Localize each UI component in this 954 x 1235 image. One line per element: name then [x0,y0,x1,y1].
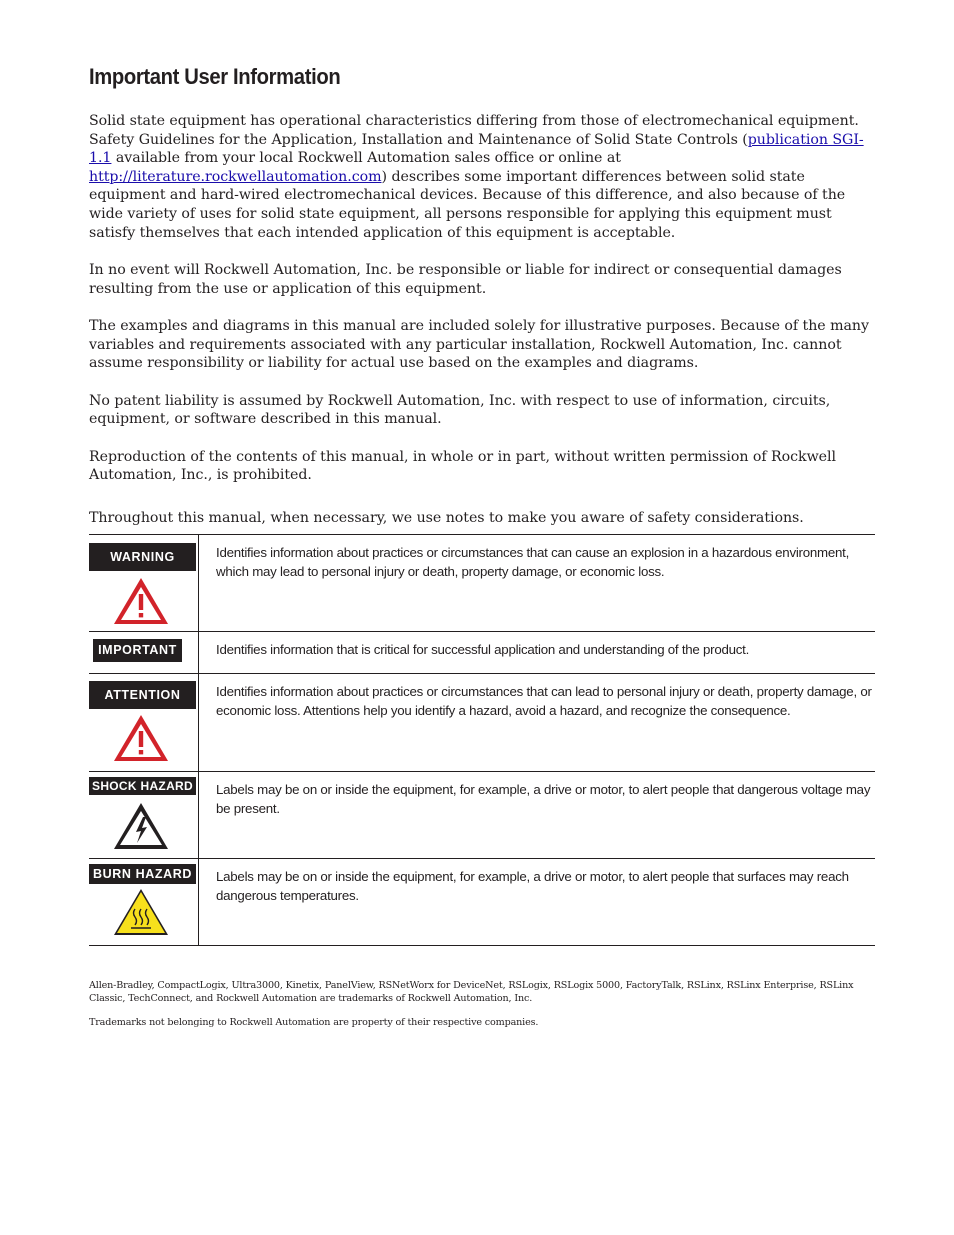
note-text: Labels may be on or inside the equipment, for example, a drive or motor, to alert people that surfaces may reach dangerous temperatures. [216,869,849,903]
intro-paragraph [89,112,875,242]
attention-badge: ATTENTION [89,681,196,709]
examples-paragraph: The examples and diagrams in this manual are included solely for illustrative purposes. Because of the many variables and requirements associated with any particular installation, Rockwell Automation, Inc. cannot assume responsibility or liability for actual use based on the examples and diagrams. [89,317,869,372]
shock-hazard-icon [112,800,170,852]
intro-text-1: Solid state equipment has operational characteristics differing from those of electromechanical equipment. Safety Guidelines for the Application, Installation and Maintenance of Solid State Controls ( [89,113,859,148]
page-title: Important User Information [89,64,341,89]
literature-url-link[interactable]: http://literature.rockwellautomation.com [89,168,382,185]
note-label-cell [89,859,199,946]
liability-paragraph: In no event will Rockwell Automation, Inc. be responsible or liable for indirect or consequential damages resulting from the use or application of this equipment. [89,261,842,297]
note-text: Identifies information that is critical for successful application and understanding of the product. [216,642,750,657]
note-text: Labels may be on or inside the equipment, for example, a drive or motor, to alert people that dangerous voltage may be present. [216,782,871,816]
intro-text-2: available from your local Rockwell Automation sales office or online at [111,150,621,167]
patent-paragraph: No patent liability is assumed by Rockwell Automation, Inc. with respect to use of information, circuits, equipment, or software described in this manual. [89,392,831,428]
other-trademarks-text: Trademarks not belonging to Rockwell Automation are property of their respective companies. [89,1017,539,1028]
note-label-cell [89,772,199,859]
trademarks-text: Allen-Bradley, CompactLogix, Ultra3000, Kinetix, PanelView, RSNetWorx for DeviceNet, RSLogix, RSLogix 5000, FactoryTalk, RSLinx, RSLinx Enterprise, RSLinx Classic, TechConnect, and Rockwell Automation are trademarks of Rockwell Automation, Inc. [89,980,854,1004]
note-label-cell [89,535,199,632]
footer-trademarks [89,980,875,1042]
note-row-warning [89,535,875,632]
note-row-shock-hazard [89,772,875,859]
burn-hazard-badge: BURN HAZARD [89,864,196,884]
page-content [89,62,875,546]
intro-text-3: ) describes some important differences between solid state equipment and hard-wired electromechanical devices. Because of this difference, and also because of the wide variety of uses for solid state equipment, all persons responsible for applying this equipment must satisfy themselves that each intended application of this equipment is acceptable. [89,168,846,241]
warning-triangle-icon [112,575,170,627]
note-label-cell [89,632,199,674]
reproduction-paragraph: Reproduction of the contents of this manual, in whole or in part, without written permission of Rockwell Automation, Inc., is prohibited. [89,448,837,484]
note-text: Identifies information about practices or circumstances that can lead to personal injury or death, property damage, or economic loss. Attentions help you identify a hazard, avoid a hazard, and recognize the consequence. [216,684,872,718]
warning-badge: WARNING [89,543,196,571]
safety-notes-table [89,534,875,946]
note-row-burn-hazard [89,859,875,946]
note-row-important [89,632,875,674]
note-label-cell [89,674,199,772]
note-text: Identifies information about practices or circumstances that can cause an explosion in a hazardous environment, which may lead to personal injury or death, property damage, or economic loss. [216,545,850,579]
burn-hazard-icon [112,886,170,938]
publication-link[interactable]: publication SGI-1.1 [89,131,864,167]
note-row-attention [89,674,875,772]
attention-triangle-icon [112,712,170,764]
safety-notes-intro: Throughout this manual, when necessary, we use notes to make you aware of safety considerations. [89,509,804,526]
important-badge: IMPORTANT [93,639,182,662]
shock-hazard-badge: SHOCK HAZARD [89,777,196,795]
